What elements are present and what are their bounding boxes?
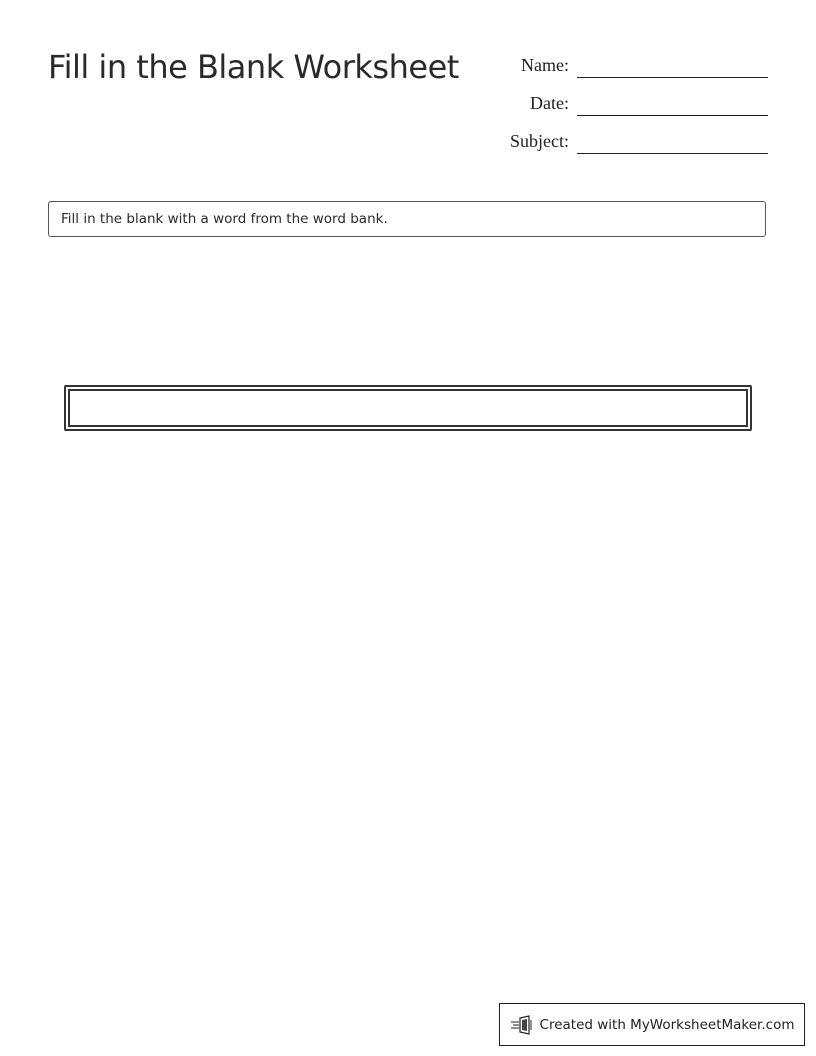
worksheet-title: Fill in the Blank Worksheet <box>48 48 459 86</box>
word-bank-inner-border <box>68 389 748 427</box>
instructions-box <box>48 201 766 237</box>
footer-badge[interactable] <box>499 1003 805 1046</box>
subject-label: Subject: <box>510 131 569 151</box>
name-label: Name: <box>521 55 569 75</box>
subject-blank-line <box>577 153 768 154</box>
worksheet-maker-logo-icon <box>510 1015 534 1035</box>
subject-field <box>470 124 768 154</box>
instructions-text: Fill in the blank with a word from the word bank. <box>61 211 388 227</box>
date-blank-line <box>577 115 768 116</box>
date-field <box>470 86 768 116</box>
word-bank-box <box>64 385 752 431</box>
date-label: Date: <box>530 93 569 113</box>
name-blank-line <box>577 77 768 78</box>
footer-text: Created with MyWorksheetMaker.com <box>539 1016 795 1033</box>
name-field <box>470 48 768 78</box>
